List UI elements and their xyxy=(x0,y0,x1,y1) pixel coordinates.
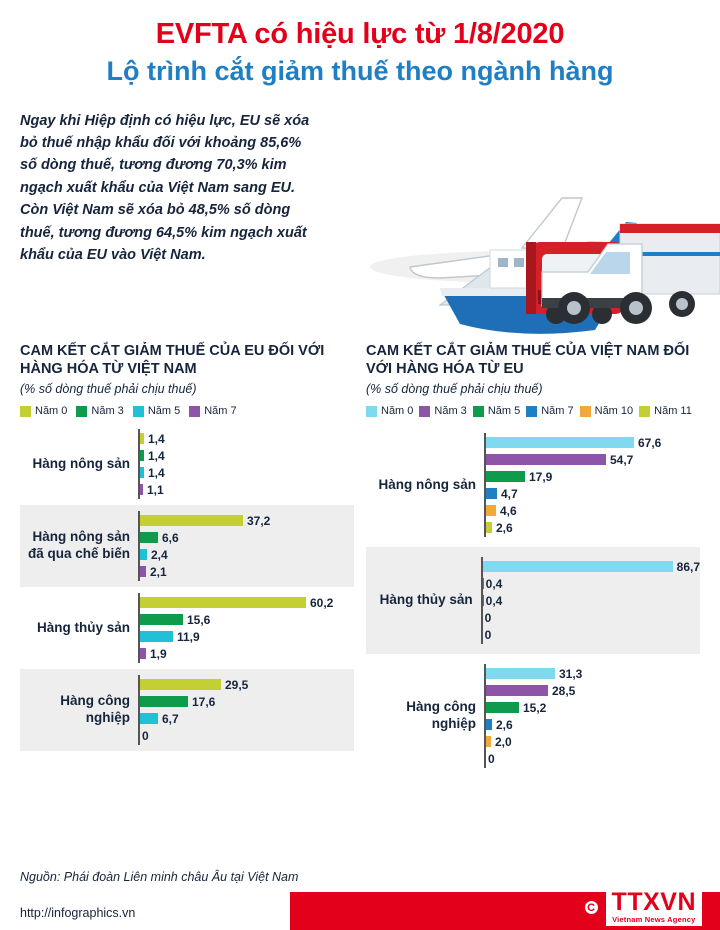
legend-swatch-icon xyxy=(526,406,537,417)
bar xyxy=(486,685,548,696)
legend-swatch-icon xyxy=(639,406,650,417)
chart-legend-eu xyxy=(20,405,354,417)
chart-panel-vietnam xyxy=(360,342,706,779)
legend-label: Năm 0 xyxy=(35,405,68,418)
category-label: Hàng công nghiệp xyxy=(406,699,476,732)
bar xyxy=(140,433,144,444)
bars-container xyxy=(481,557,700,644)
bar-value: 60,2 xyxy=(310,595,334,610)
bars-container xyxy=(138,429,354,499)
bar xyxy=(140,515,243,526)
bars-container xyxy=(138,511,354,581)
bar-value: 0,4 xyxy=(485,576,503,591)
category-label: Hàng nông sản xyxy=(378,476,476,492)
chart-subtitle-vietnam: (% số dòng thuế phải chịu thuế) xyxy=(366,382,543,397)
chart-group xyxy=(20,423,354,505)
chart-group xyxy=(366,654,700,778)
category-label: Hàng nông sản xyxy=(32,455,130,471)
bars-container xyxy=(484,433,700,537)
legend-item xyxy=(20,405,67,417)
bar-row xyxy=(486,520,700,535)
bar-row xyxy=(486,734,700,749)
bar-value: 2,1 xyxy=(150,564,167,579)
bar xyxy=(140,679,221,690)
bar-value: 1,4 xyxy=(148,465,165,480)
source-note: Nguồn: Phái đoàn Liên minh châu Âu tại Việt Nam xyxy=(20,870,299,884)
category-label: Hàng công nghiệp xyxy=(60,693,130,726)
legend-swatch-icon xyxy=(580,406,591,417)
chart-title-eu: CAM KẾT CẮT GIẢM THUẾ CỦA EU ĐỐI VỚI HÀNG HÓA TỪ VIỆT NAM xyxy=(20,342,325,378)
bar-value: 2,0 xyxy=(495,734,512,749)
bar-row xyxy=(140,677,354,692)
bar-row xyxy=(140,728,354,743)
logo-subtext: Vietnam News Agency xyxy=(612,915,696,924)
legend-swatch-icon xyxy=(419,406,430,417)
chart-title-vietnam: CAM KẾT CẮT GIẢM THUẾ CỦA VIỆT NAM ĐỐI VỚI HÀNG HÓA TỪ EU xyxy=(366,342,690,378)
bar-value: 17,6 xyxy=(192,694,216,709)
bar-value: 86,7 xyxy=(676,559,700,574)
bar xyxy=(140,631,173,642)
legend-label: Năm 0 xyxy=(381,405,414,418)
chart-group xyxy=(366,423,700,547)
bar xyxy=(140,614,183,625)
bar-value: 15,2 xyxy=(523,700,547,715)
bar xyxy=(486,522,492,533)
bar-row xyxy=(140,595,354,610)
bar-chart-vietnam xyxy=(366,423,700,778)
page-subtitle: Lộ trình cắt giảm thuế theo ngành hàng xyxy=(106,56,614,87)
bar-row xyxy=(140,612,354,627)
bar xyxy=(486,505,496,516)
bar xyxy=(483,595,484,606)
legend-swatch-icon xyxy=(76,406,87,417)
bar xyxy=(140,696,188,707)
legend-item xyxy=(419,405,466,417)
bar-row xyxy=(486,435,700,450)
legend-swatch-icon xyxy=(20,406,31,417)
bar xyxy=(486,471,525,482)
header xyxy=(0,0,720,92)
chart-panel-eu xyxy=(14,342,360,779)
bar-row xyxy=(483,593,700,608)
category-label: Hàng thủy sản xyxy=(379,592,473,608)
legend-item xyxy=(189,405,236,417)
bar-value: 2,6 xyxy=(496,520,513,535)
bar xyxy=(483,578,484,589)
bar-value: 6,7 xyxy=(162,711,179,726)
legend-label: Năm 3 xyxy=(91,405,124,418)
chart-group xyxy=(20,505,354,587)
bar-row xyxy=(486,452,700,467)
bar xyxy=(140,566,146,577)
legend-item xyxy=(580,405,634,417)
chart-group xyxy=(20,587,354,669)
bar-row xyxy=(486,503,700,518)
bar xyxy=(486,437,634,448)
bar-row xyxy=(140,711,354,726)
bar-value: 17,9 xyxy=(529,469,553,484)
chart-group xyxy=(20,669,354,751)
bar-row xyxy=(140,530,354,545)
bar-row xyxy=(140,694,354,709)
bar-row xyxy=(486,717,700,732)
page-title: EVFTA có hiệu lực từ 1/8/2020 xyxy=(155,18,565,50)
bar xyxy=(486,488,497,499)
legend-label: Năm 10 xyxy=(594,405,634,418)
legend-label: Năm 11 xyxy=(654,405,692,418)
legend-item xyxy=(133,405,180,417)
bar-value: 1,1 xyxy=(147,482,164,497)
bar-value: 0 xyxy=(488,751,495,766)
bar-value: 11,9 xyxy=(177,629,200,644)
category-label: Hàng thủy sản xyxy=(36,619,130,635)
bar-row xyxy=(140,547,354,562)
bar-row xyxy=(140,513,354,528)
transport-illustration xyxy=(290,92,720,342)
chart-group xyxy=(366,547,700,654)
logo-box xyxy=(606,889,702,926)
bar-value: 4,6 xyxy=(500,503,517,518)
legend-swatch-icon xyxy=(473,406,484,417)
legend-item xyxy=(366,405,413,417)
bar-row xyxy=(140,629,354,644)
bar xyxy=(486,719,492,730)
bar-row xyxy=(483,610,700,625)
bar-row xyxy=(140,431,354,446)
bar-row xyxy=(140,465,354,480)
bar-value: 0,4 xyxy=(485,593,503,608)
bar-row xyxy=(486,683,700,698)
bar xyxy=(486,668,555,679)
bar xyxy=(486,454,606,465)
legend-swatch-icon xyxy=(189,406,200,417)
bar xyxy=(140,648,146,659)
bar-value: 0 xyxy=(484,610,492,625)
bar xyxy=(140,549,147,560)
bar-row xyxy=(140,482,354,497)
bar-value: 31,3 xyxy=(559,666,583,681)
bar-value: 2,4 xyxy=(151,547,168,562)
chart-subtitle-eu: (% số dòng thuế phải chịu thuế) xyxy=(20,382,197,397)
category-label: Hàng nông sản đã qua chế biến xyxy=(27,529,130,562)
bar-row xyxy=(486,700,700,715)
bar xyxy=(486,702,519,713)
bar xyxy=(140,467,144,478)
legend-swatch-icon xyxy=(133,406,144,417)
legend-item xyxy=(526,405,573,417)
bar-row xyxy=(483,576,700,591)
bar-value: 67,6 xyxy=(638,435,662,450)
legend-label: Năm 5 xyxy=(147,405,181,418)
bar-row xyxy=(486,666,700,681)
bar-row xyxy=(486,469,700,484)
bar-row xyxy=(140,448,354,463)
ttxvn-logo xyxy=(583,889,702,926)
legend-swatch-icon xyxy=(366,406,377,417)
logo-text: TTXVN xyxy=(611,888,696,916)
bars-container xyxy=(138,593,354,663)
bar-value: 29,5 xyxy=(225,677,249,692)
legend-label: Năm 7 xyxy=(541,405,574,418)
bar-value: 0 xyxy=(142,728,149,743)
bar-value: 1,9 xyxy=(150,646,167,661)
bar xyxy=(140,532,158,543)
bar-value: 4,7 xyxy=(501,486,518,501)
legend-label: Năm 7 xyxy=(204,405,237,418)
legend-item xyxy=(76,405,123,417)
bar-value: 54,7 xyxy=(610,452,634,467)
bars-container xyxy=(138,675,354,745)
copyright-icon: C xyxy=(583,899,600,916)
legend-label: Năm 5 xyxy=(487,405,521,418)
bar-value: 2,6 xyxy=(496,717,513,732)
bar-value: 0 xyxy=(484,627,492,642)
legend-label: Năm 3 xyxy=(434,405,467,418)
bar-row xyxy=(483,627,700,642)
bar-row xyxy=(140,646,354,661)
bar-row xyxy=(483,559,700,574)
chart-legend-vietnam xyxy=(366,405,700,417)
bar xyxy=(140,713,158,724)
bar-value: 28,5 xyxy=(552,683,576,698)
charts-section xyxy=(0,342,720,779)
bar-row xyxy=(140,564,354,579)
bar-value: 1,4 xyxy=(148,448,165,463)
bar xyxy=(483,561,673,572)
footer-url: http://infographics.vn xyxy=(20,906,136,920)
bar-chart-eu xyxy=(20,423,354,751)
truck-icon xyxy=(542,224,720,324)
bar-value: 37,2 xyxy=(247,513,271,528)
legend-item xyxy=(473,405,520,417)
bar-value: 6,6 xyxy=(162,530,179,545)
bar-value: 1,4 xyxy=(148,431,165,446)
bar-value: 15,6 xyxy=(187,612,211,627)
bar xyxy=(140,484,143,495)
legend-item xyxy=(639,405,692,417)
intro-section xyxy=(0,92,720,342)
bar xyxy=(140,450,144,461)
intro-text: Ngay khi Hiệp định có hiệu lực, EU sẽ xóa bỏ thuế nhập khẩu đối với khoảng 85,6% số dòng thuế, tương đương 70,3% kim ngạch xuất khẩu của Việt Nam sang EU. Còn Việt Nam sẽ xóa bỏ 48,5% số dòng thuế, tương đương 64,5% kim ngạch xuất khẩu của EU vào Việt Nam. xyxy=(20,112,310,264)
bar xyxy=(140,597,306,608)
bars-container xyxy=(484,664,700,768)
bar-row xyxy=(486,751,700,766)
bar xyxy=(486,736,491,747)
bar-row xyxy=(486,486,700,501)
